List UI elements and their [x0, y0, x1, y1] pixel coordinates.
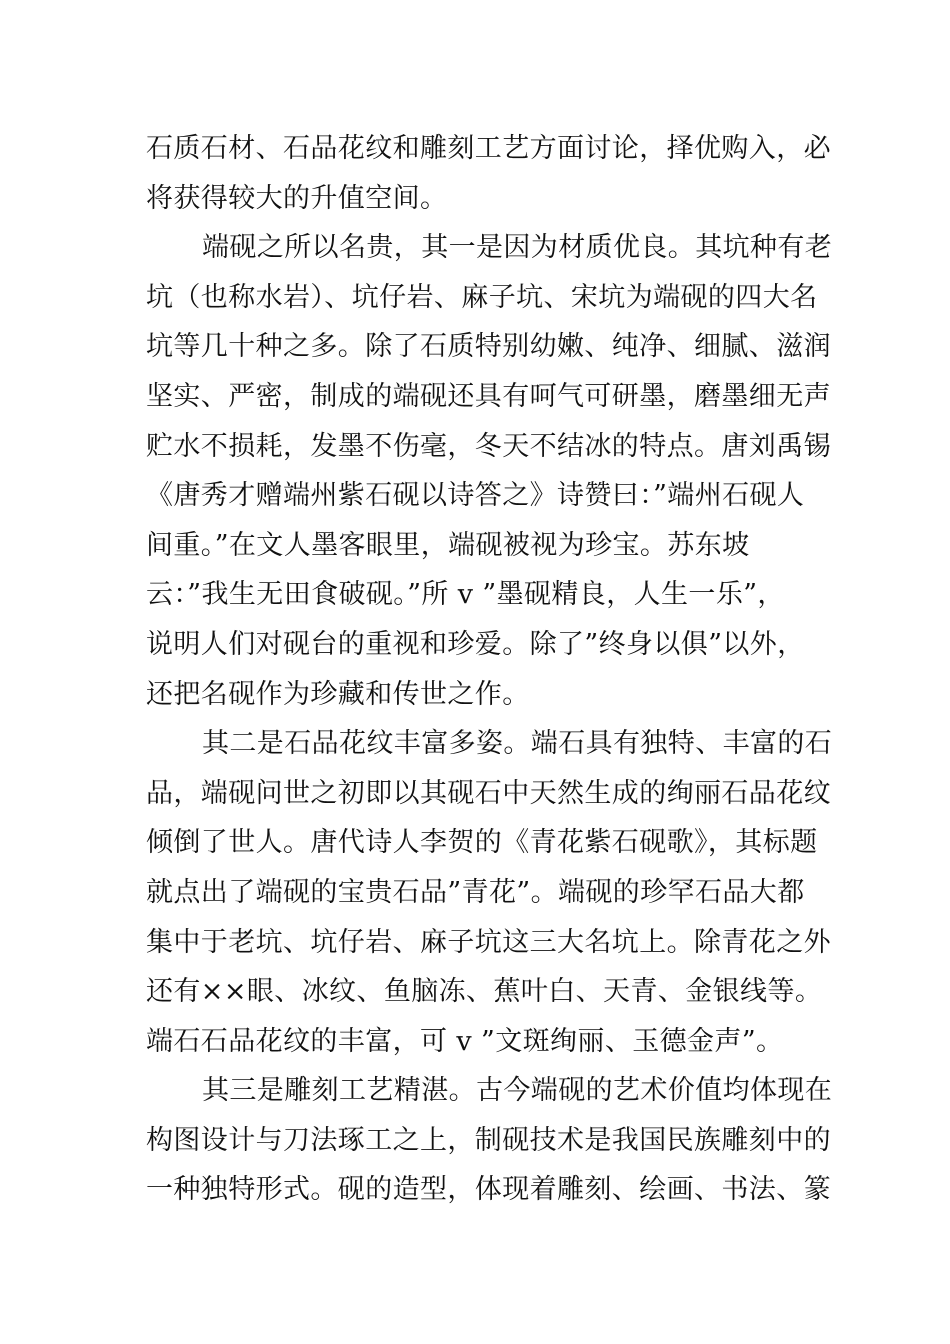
text-line: 坑（也称水岩）、坑仔岩、麻子坑、宋坑为端砚的四大名 [146, 281, 818, 313]
paragraph-first-line: 端砚之所以名贵，其一是因为材质优良。其坑种有老 [202, 232, 833, 264]
text-line: 倾倒了世人。唐代诗人李贺的《青花紫石砚歌》，其标题 [146, 827, 818, 859]
text-line: 坚实、严密，制成的端砚还具有呵气可研墨，磨墨细无声 [146, 380, 831, 412]
text-line: 还有××眼、冰纹、鱼脑冻、蕉叶白、天青、金银线等。 [146, 976, 823, 1008]
body-text [146, 124, 833, 1215]
text-line: 石质石材、石品花纹和雕刻工艺方面讨论，择优购入，必 [146, 133, 831, 164]
text-line: 品，端砚问世之初即以其砚石中天然生成的绚丽石品花纹 [146, 777, 831, 809]
text-line: 构图设计与刀法琢工之上，制砚技术是我国民族雕刻中的 [146, 1124, 831, 1156]
paragraph-first-line: 其二是石品花纹丰富多姿。端石具有独特、丰富的石 [202, 728, 833, 760]
text-line: 贮水不损耗，发墨不伤毫，冬天不结冰的特点。唐刘禹锡 [146, 430, 831, 462]
text-line: 将获得较大的升值空间。 [146, 182, 448, 214]
text-line: 云：”我生无田食破砚。”所 v ”墨砚精良，人生一乐”， [146, 579, 785, 611]
text-line: 还把名砚作为珍藏和传世之作。 [146, 678, 530, 710]
text-line: 就点出了端砚的宝贵石品”青花”。端砚的珍罕石品大都 [146, 876, 805, 908]
text-line: 集中于老坑、坑仔岩、麻子坑这三大名坑上。除青花之外 [146, 926, 831, 958]
text-line: 《唐秀才赠端州紫石砚以诗答之》诗赞曰：”端州石砚人 [146, 480, 805, 512]
text-line: 一种独特形式。砚的造型，体现着雕刻、绘画、书法、篆 [146, 1174, 831, 1206]
paragraph-first-line: 其三是雕刻工艺精湛。古今端砚的艺术价值均体现在 [202, 1075, 833, 1107]
text-line: 端石石品花纹的丰富，可 v ”文斑绚丽、玉德金声”。 [146, 1025, 784, 1057]
text-line: 说明人们对砚台的重视和珍爱。除了”终身以俱”以外， [146, 628, 805, 660]
text-line: 间重。”在文人墨客眼里，端砚被视为珍宝。苏东坡 [146, 529, 750, 561]
text-line: 坑等几十种之多。除了石质特别幼嫩、纯净、细腻、滋润 [146, 331, 831, 363]
